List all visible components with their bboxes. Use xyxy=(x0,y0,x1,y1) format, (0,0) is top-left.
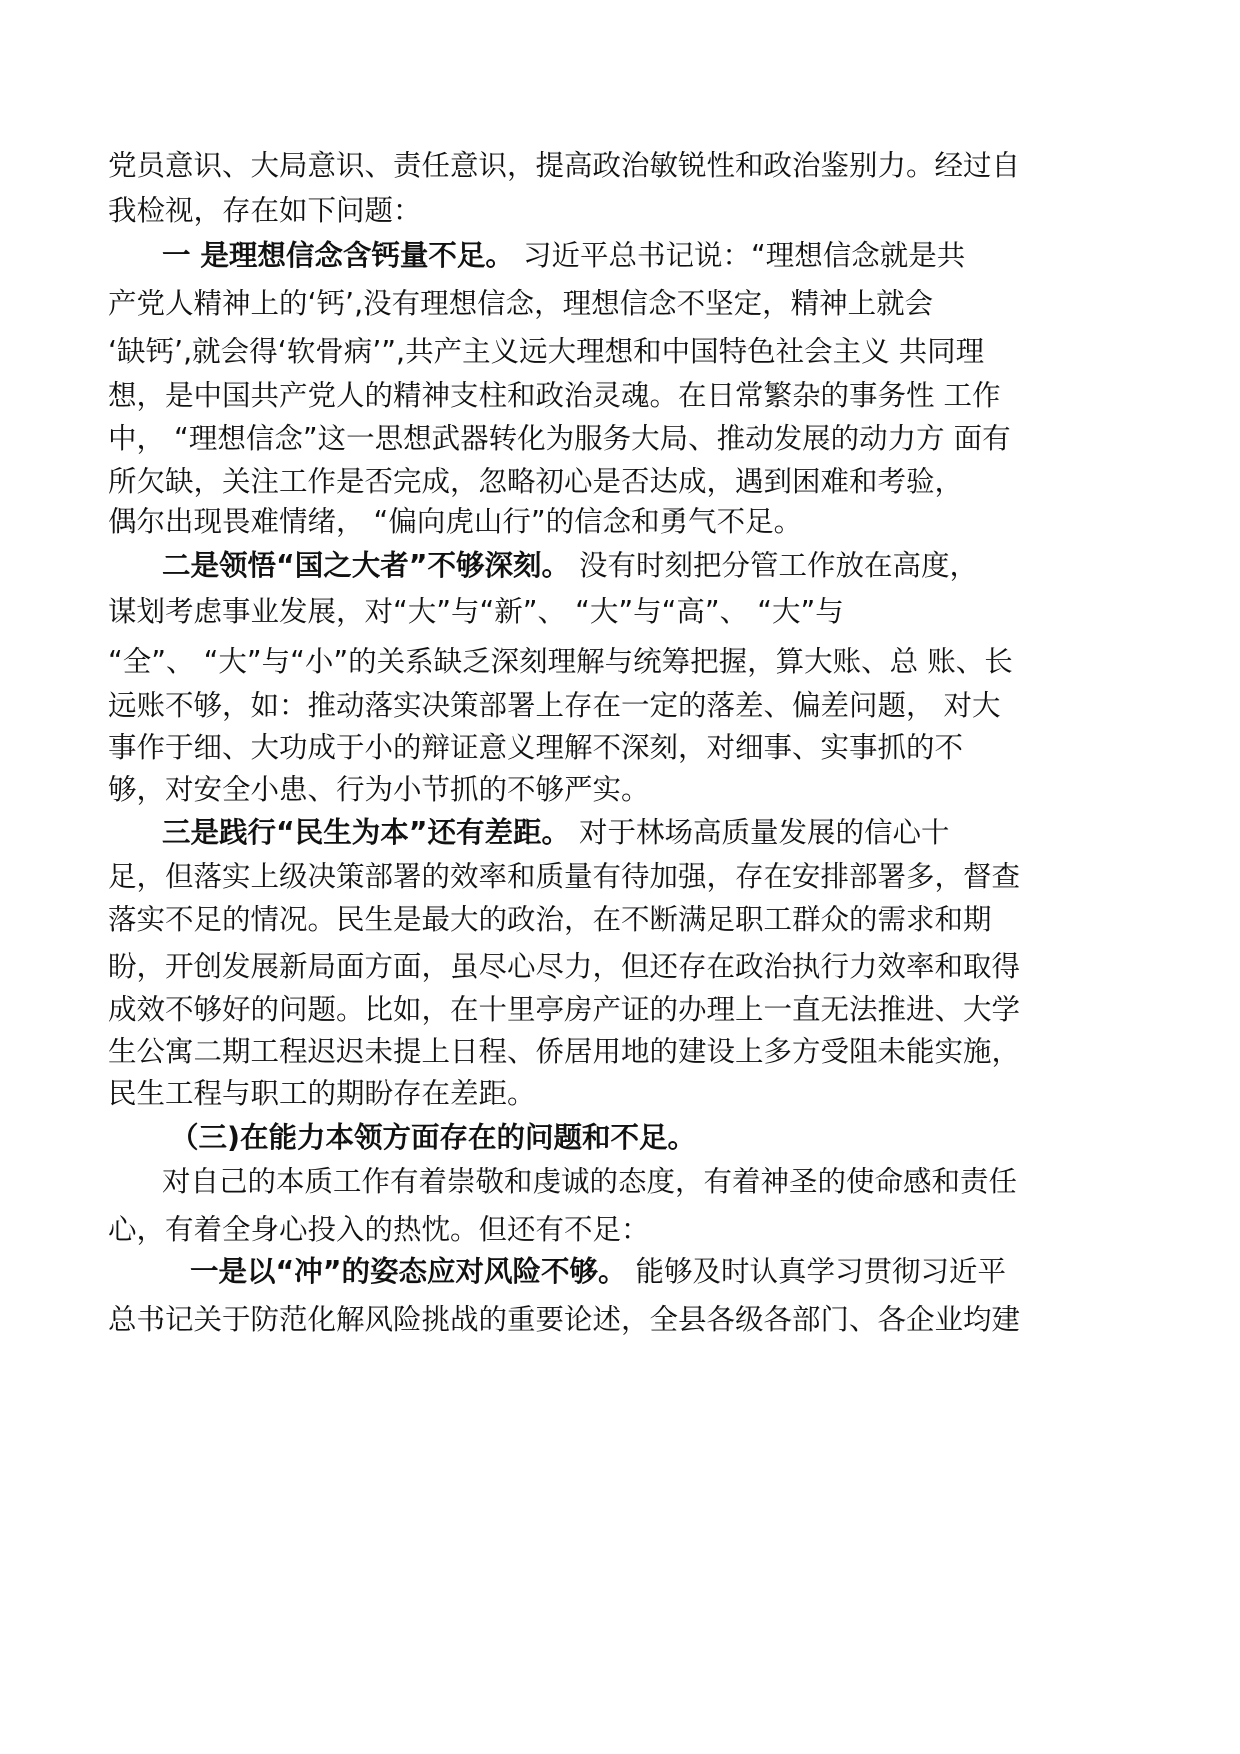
body-text-line: 远账不够，如：推动落实决策部署上存在一定的落差、偏差问题， 对大 xyxy=(108,689,1001,722)
body-text-line: 总书记关于防范化解风险挑战的重要论述，全县各级各部门、各企业均建 xyxy=(108,1303,1021,1336)
body-text-line: 偶尔出现畏难情绪， “偏向虎山行”的信念和勇气不足。 xyxy=(108,505,803,538)
body-text-line: 党员意识、大局意识、责任意识，提高政治敏锐性和政治鉴别力。经过自 xyxy=(108,149,1021,182)
body-text-line: “全”、 “大”与“小”的关系缺乏深刻理解与统筹把握，算大账、总 账、长 xyxy=(108,645,1013,678)
section-heading: （三)在能力本领方面存在的问题和不足。 xyxy=(170,1121,697,1154)
body-text-line: 我检视，存在如下问题： xyxy=(108,194,422,227)
point-heading-line: 一是以“冲”的姿态应对风险不够。 能够及时认真学习贯彻习近平 xyxy=(190,1255,1007,1288)
body-text-line: 成效不够好的问题。比如，在十里亭房产证的办理上一直无法推进、大学 xyxy=(108,993,1021,1026)
section-heading-line xyxy=(170,1118,696,1158)
body-text-line: 足，但落实上级决策部署的效率和质量有待加强，存在安排部署多，督查 xyxy=(108,860,1021,893)
body-text-line: ‘缺钙’,就会得‘软骨病’”,共产主义远大理想和中国特色社会主义 共同理 xyxy=(108,335,985,368)
point-heading-line: 一 是理想信念含钙量不足。 习近平总书记说：“理想信念就是共 xyxy=(162,239,966,272)
body-text-line: 落实不足的情况。民生是最大的政治，在不断满足职工群众的需求和期 xyxy=(108,903,992,936)
body-text-line: 对自己的本质工作有着崇敬和虔诚的态度，有着神圣的使命感和责任 xyxy=(162,1165,1018,1198)
body-text-line: 所欠缺，关注工作是否完成，忽略初心是否达成，遇到困难和考验， xyxy=(108,465,964,498)
body-text-line: 心，有着全身心投入的热忱。但还有不足： xyxy=(108,1213,650,1246)
point-heading-line: 三是践行“民生为本”还有差距。 对于林场高质量发展的信心十 xyxy=(162,816,950,849)
body-text-line: 产党人精神上的‘钙’,没有理想信念，理想信念不坚定，精神上就会 xyxy=(108,287,934,320)
body-text-line: 事作于细、大功成于小的辩证意义理解不深刻，对细事、实事抓的不 xyxy=(108,731,964,764)
point-heading: 一是以“冲”的姿态应对风险不够。 xyxy=(190,1255,627,1288)
body-text-line: 中， “理想信念”这一思想武器转化为服务大局、推动发展的动力方 面有 xyxy=(108,422,1011,455)
body-text-line: 生公寓二期工程迟迟未提上日程、侨居用地的建设上多方受阻未能实施， xyxy=(108,1035,1021,1068)
point-heading: 一 是理想信念含钙量不足。 xyxy=(162,239,514,272)
body-text-line: 想，是中国共产党人的精神支柱和政治灵魂。在日常繁杂的事务性 工作 xyxy=(108,379,1001,412)
point-heading: 三是践行“民生为本”还有差距。 xyxy=(162,816,570,849)
body-text-line: 民生工程与职工的期盼存在差距。 xyxy=(108,1077,536,1110)
body-text-line: 够，对安全小患、行为小节抓的不够严实。 xyxy=(108,773,650,806)
point-heading: 二是领悟“国之大者”不够深刻。 xyxy=(162,549,570,582)
body-text-line: 盼，开创发展新局面方面，虽尽心尽力，但还存在政治执行力效率和取得 xyxy=(108,950,1021,983)
body-text-line: 谋划考虑事业发展，对“大”与“新”、 “大”与“高”、 “大”与 xyxy=(108,595,844,628)
point-heading-line: 二是领悟“国之大者”不够深刻。 没有时刻把分管工作放在高度， xyxy=(162,549,979,582)
